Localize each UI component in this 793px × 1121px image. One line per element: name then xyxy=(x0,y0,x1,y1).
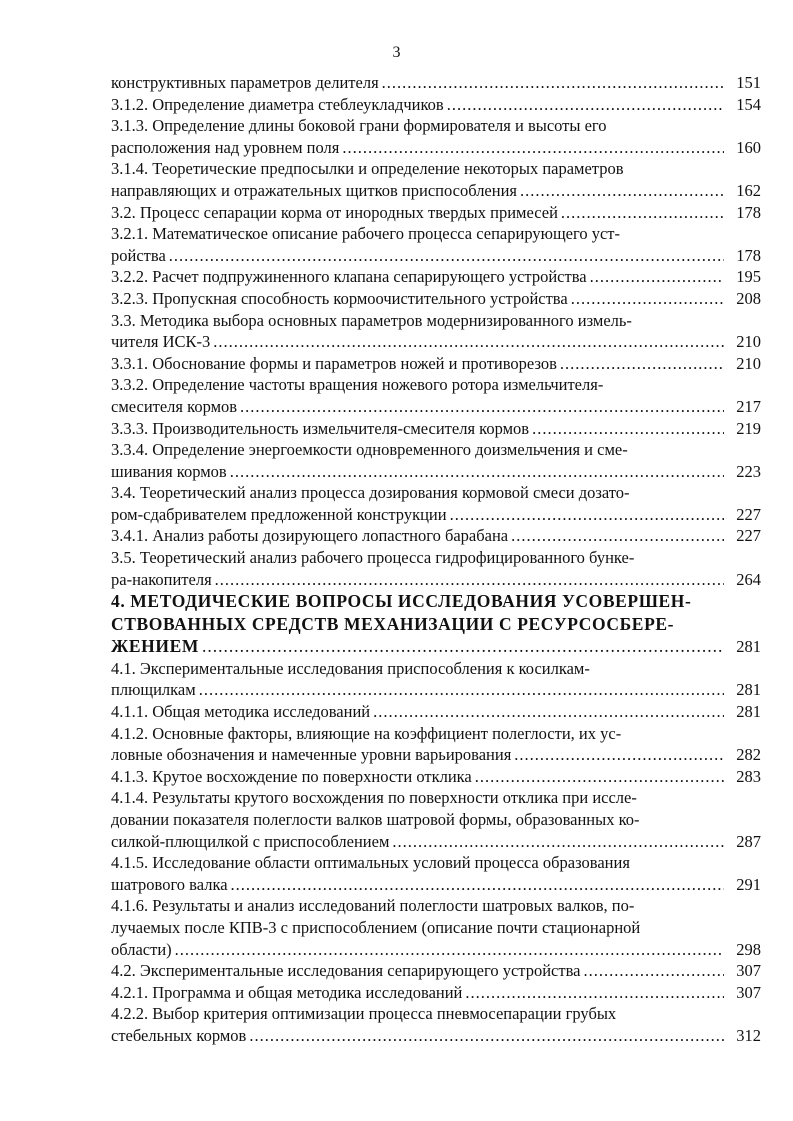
dot-leader xyxy=(230,461,724,483)
toc-entry-line: СТВОВАННЫХ СРЕДСТВ МЕХАНИЗАЦИИ С РЕСУРСОСБЕРЕ- xyxy=(111,614,675,635)
dot-leader xyxy=(511,525,724,547)
toc-entry xyxy=(111,1003,761,1046)
toc-page-number: 227 xyxy=(736,526,761,546)
toc-entry-title: стебельных кормов xyxy=(111,1025,247,1045)
toc-entry-line: 4.1.6. Результаты и анализ исследований полеглости шатровых валков, по- xyxy=(111,896,635,916)
toc-entry-line xyxy=(111,831,761,853)
toc-entry-line xyxy=(111,960,761,982)
toc-page-number: 160 xyxy=(736,137,761,157)
dot-leader xyxy=(514,744,724,766)
toc-entry xyxy=(111,960,761,982)
toc-entry-line xyxy=(111,94,761,116)
dot-leader xyxy=(240,396,724,418)
toc-page-number: 282 xyxy=(736,745,761,765)
toc-entry xyxy=(111,701,761,723)
toc-entry-line: 3.5. Теоретический анализ рабочего процесса гидрофицированного бунке- xyxy=(111,548,635,568)
dot-leader xyxy=(560,353,724,375)
toc-entry-title: ройства xyxy=(111,245,166,265)
toc-entry-line xyxy=(111,744,761,766)
dot-leader xyxy=(373,701,724,723)
toc-entry-title: силкой-плющилкой с приспособлением xyxy=(111,831,390,851)
toc-page-number: 283 xyxy=(736,766,761,786)
toc-entry-line xyxy=(111,137,761,159)
toc-entry xyxy=(111,288,761,310)
toc-entry xyxy=(111,852,761,895)
toc-page-number: 154 xyxy=(736,94,761,114)
toc-entry-line xyxy=(111,982,761,1004)
toc-entry-line xyxy=(111,461,761,483)
dot-leader xyxy=(583,960,724,982)
toc-entry-line xyxy=(111,288,761,310)
toc-page-number: 210 xyxy=(736,353,761,373)
toc-entry-line: 4.1.5. Исследование области оптимальных условий процесса образования xyxy=(111,853,630,873)
toc-page-number: 219 xyxy=(736,418,761,438)
toc-page-number: 291 xyxy=(736,874,761,894)
toc-page-number: 178 xyxy=(736,245,761,265)
toc-entry xyxy=(111,72,761,94)
toc-page-number: 307 xyxy=(736,961,761,981)
toc-entry-title: 3.4.1. Анализ работы дозирующего лопастного барабана xyxy=(111,526,509,546)
toc-page-number: 208 xyxy=(736,288,761,308)
toc-entry-line xyxy=(111,72,761,94)
dot-leader xyxy=(571,288,724,310)
toc-entry-line xyxy=(111,1025,761,1047)
toc-entry xyxy=(111,525,761,547)
toc-entry-title: плющилкам xyxy=(111,680,196,700)
toc-page-number: 312 xyxy=(736,1025,761,1045)
toc-entry-title: 3.2.3. Пропускная способность кормоочистительного устройства xyxy=(111,288,568,308)
toc-page-number: 227 xyxy=(736,504,761,524)
toc-page-number: 281 xyxy=(736,680,761,700)
dot-leader xyxy=(199,679,724,701)
toc-entry-title: шивания кормов xyxy=(111,461,227,481)
toc-entry-title: конструктивных параметров делителя xyxy=(111,73,379,92)
toc-page-number: 287 xyxy=(736,831,761,851)
toc-entry xyxy=(111,374,761,417)
toc-entry-title: ра-накопителя xyxy=(111,569,212,589)
toc-page-number: 217 xyxy=(736,396,761,416)
toc-entry-line: 3.3.4. Определение энергоемкости одновременного доизмельчения и сме- xyxy=(111,440,628,460)
toc-entry-line xyxy=(111,874,761,896)
dot-leader xyxy=(532,418,724,440)
toc-entry-title: направляющих и отражательных щитков приспособления xyxy=(111,180,518,200)
toc-entry-title: 3.2. Процесс сепарации корма от инородных твердых примесей xyxy=(111,202,558,222)
toc-entry-title: чителя ИСК-3 xyxy=(111,332,211,352)
dot-leader xyxy=(561,202,724,224)
toc-chapter-entry xyxy=(111,590,761,658)
toc-entry-line: 4.1.2. Основные факторы, влияющие на коэффициент полеглости, их ус- xyxy=(111,723,622,743)
toc-page-number: 298 xyxy=(736,939,761,959)
toc-entry xyxy=(111,158,761,201)
dot-leader xyxy=(590,266,724,288)
toc-entry-line: 3.3. Методика выбора основных параметров модернизированного измель- xyxy=(111,310,632,330)
toc-entry xyxy=(111,787,761,852)
toc-entry-line xyxy=(111,766,761,788)
toc-entry-line xyxy=(111,679,761,701)
toc-entry-line xyxy=(111,701,761,723)
table-of-contents xyxy=(111,72,761,1047)
toc-entry-title: 4.1.3. Крутое восхождение по поверхности отклика xyxy=(111,766,472,786)
dot-leader xyxy=(202,636,724,658)
toc-page-number: 281 xyxy=(736,702,761,722)
toc-entry-title: ловные обозначения и намеченные уровни варьирования xyxy=(111,745,512,765)
toc-page-number: 307 xyxy=(736,982,761,1002)
dot-leader xyxy=(342,137,724,159)
dot-leader xyxy=(450,504,724,526)
toc-page-number: 223 xyxy=(736,461,761,481)
toc-entry xyxy=(111,658,761,701)
toc-entry-line xyxy=(111,525,761,547)
toc-entry-line: 4. МЕТОДИЧЕСКИЕ ВОПРОСЫ ИССЛЕДОВАНИЯ УСОВЕРШЕН- xyxy=(111,591,692,612)
toc-entry xyxy=(111,266,761,288)
toc-entry-line: 4.2.2. Выбор критерия оптимизации процесса пневмосепарации грубых xyxy=(111,1004,617,1024)
dot-leader xyxy=(213,331,724,353)
dot-leader xyxy=(382,72,724,94)
toc-entry-line: лучаемых после КПВ-3 с приспособлением (описание почти стационарной xyxy=(111,917,641,937)
toc-entry-line xyxy=(111,180,761,202)
toc-entry-line xyxy=(111,266,761,288)
toc-page-number: 195 xyxy=(736,267,761,287)
dot-leader xyxy=(169,245,724,267)
toc-entry-line: 4.1. Экспериментальные исследования приспособления к косилкам- xyxy=(111,658,590,678)
toc-entry-title: 3.1.2. Определение диаметра стеблеукладчиков xyxy=(111,94,444,114)
dot-leader xyxy=(231,874,724,896)
toc-entry xyxy=(111,982,761,1004)
toc-entry-title: 4.2.1. Программа и общая методика исследований xyxy=(111,982,463,1002)
toc-entry xyxy=(111,223,761,266)
toc-entry-title: ЖЕНИЕМ xyxy=(111,636,199,657)
toc-page-number: 151 xyxy=(736,73,761,92)
toc-entry xyxy=(111,482,761,525)
toc-entry-line xyxy=(111,418,761,440)
toc-entry-title: расположения над уровнем поля xyxy=(111,137,340,157)
toc-entry-line xyxy=(111,353,761,375)
dot-leader xyxy=(520,180,724,202)
toc-page-number: 264 xyxy=(736,569,761,589)
dot-leader xyxy=(249,1025,724,1047)
toc-entry-line: 3.3.2. Определение частоты вращения ножевого ротора измельчителя- xyxy=(111,375,604,395)
toc-entry-title: шатрового валка xyxy=(111,874,228,894)
page-number: 3 xyxy=(392,44,401,61)
toc-entry-title: области) xyxy=(111,939,172,959)
toc-entry-title: 3.3.3. Производительность измельчителя-смесителя кормов xyxy=(111,418,530,438)
toc-entry-line: 3.1.4. Теоретические предпосылки и определение некоторых параметров xyxy=(111,159,624,179)
toc-entry-line xyxy=(111,202,761,224)
toc-entry-line xyxy=(111,636,761,658)
toc-entry xyxy=(111,115,761,158)
dot-leader xyxy=(447,94,724,116)
toc-entry xyxy=(111,353,761,375)
dot-leader xyxy=(465,982,724,1004)
toc-entry xyxy=(111,418,761,440)
toc-entry xyxy=(111,202,761,224)
toc-entry xyxy=(111,547,761,590)
toc-entry-line xyxy=(111,939,761,961)
toc-entry xyxy=(111,766,761,788)
toc-entry-line: 3.1.3. Определение длины боковой грани формирователя и высоты его xyxy=(111,116,607,136)
toc-entry xyxy=(111,439,761,482)
toc-entry-line: 3.4. Теоретический анализ процесса дозирования кормовой смеси дозато- xyxy=(111,483,630,503)
dot-leader xyxy=(175,939,724,961)
toc-page-number: 210 xyxy=(736,332,761,352)
toc-entry-title: 4.1.1. Общая методика исследований xyxy=(111,702,371,722)
toc-entry-line xyxy=(111,396,761,418)
toc-entry-line xyxy=(111,569,761,591)
toc-entry-title: 3.2.2. Расчет подпружиненного клапана сепарирующего устройства xyxy=(111,267,587,287)
dot-leader xyxy=(215,569,724,591)
toc-entry-line xyxy=(111,245,761,267)
toc-page-number: 178 xyxy=(736,202,761,222)
toc-page-number: 162 xyxy=(736,180,761,200)
toc-entry-line: 4.1.4. Результаты крутого восхождения по поверхности отклика при иссле- xyxy=(111,788,637,808)
toc-entry xyxy=(111,895,761,960)
toc-entry-title: 4.2. Экспериментальные исследования сепарирующего устройства xyxy=(111,961,581,981)
dot-leader xyxy=(392,831,724,853)
toc-entry xyxy=(111,94,761,116)
dot-leader xyxy=(475,766,724,788)
toc-entry-line xyxy=(111,331,761,353)
toc-entry-line: довании показателя полеглости валков шатровой формы, образованных ко- xyxy=(111,810,640,829)
toc-entry xyxy=(111,723,761,766)
toc-entry-title: 3.3.1. Обоснование формы и параметров ножей и противорезов xyxy=(111,353,557,373)
toc-page-number: 281 xyxy=(736,637,761,657)
toc-entry-line xyxy=(111,504,761,526)
toc-entry-line: 3.2.1. Математическое описание рабочего процесса сепарирующего уст- xyxy=(111,224,620,244)
toc-entry-title: ром-сдабривателем предложенной конструкции xyxy=(111,504,447,524)
toc-entry xyxy=(111,310,761,353)
toc-entry-title: смесителя кормов xyxy=(111,396,238,416)
